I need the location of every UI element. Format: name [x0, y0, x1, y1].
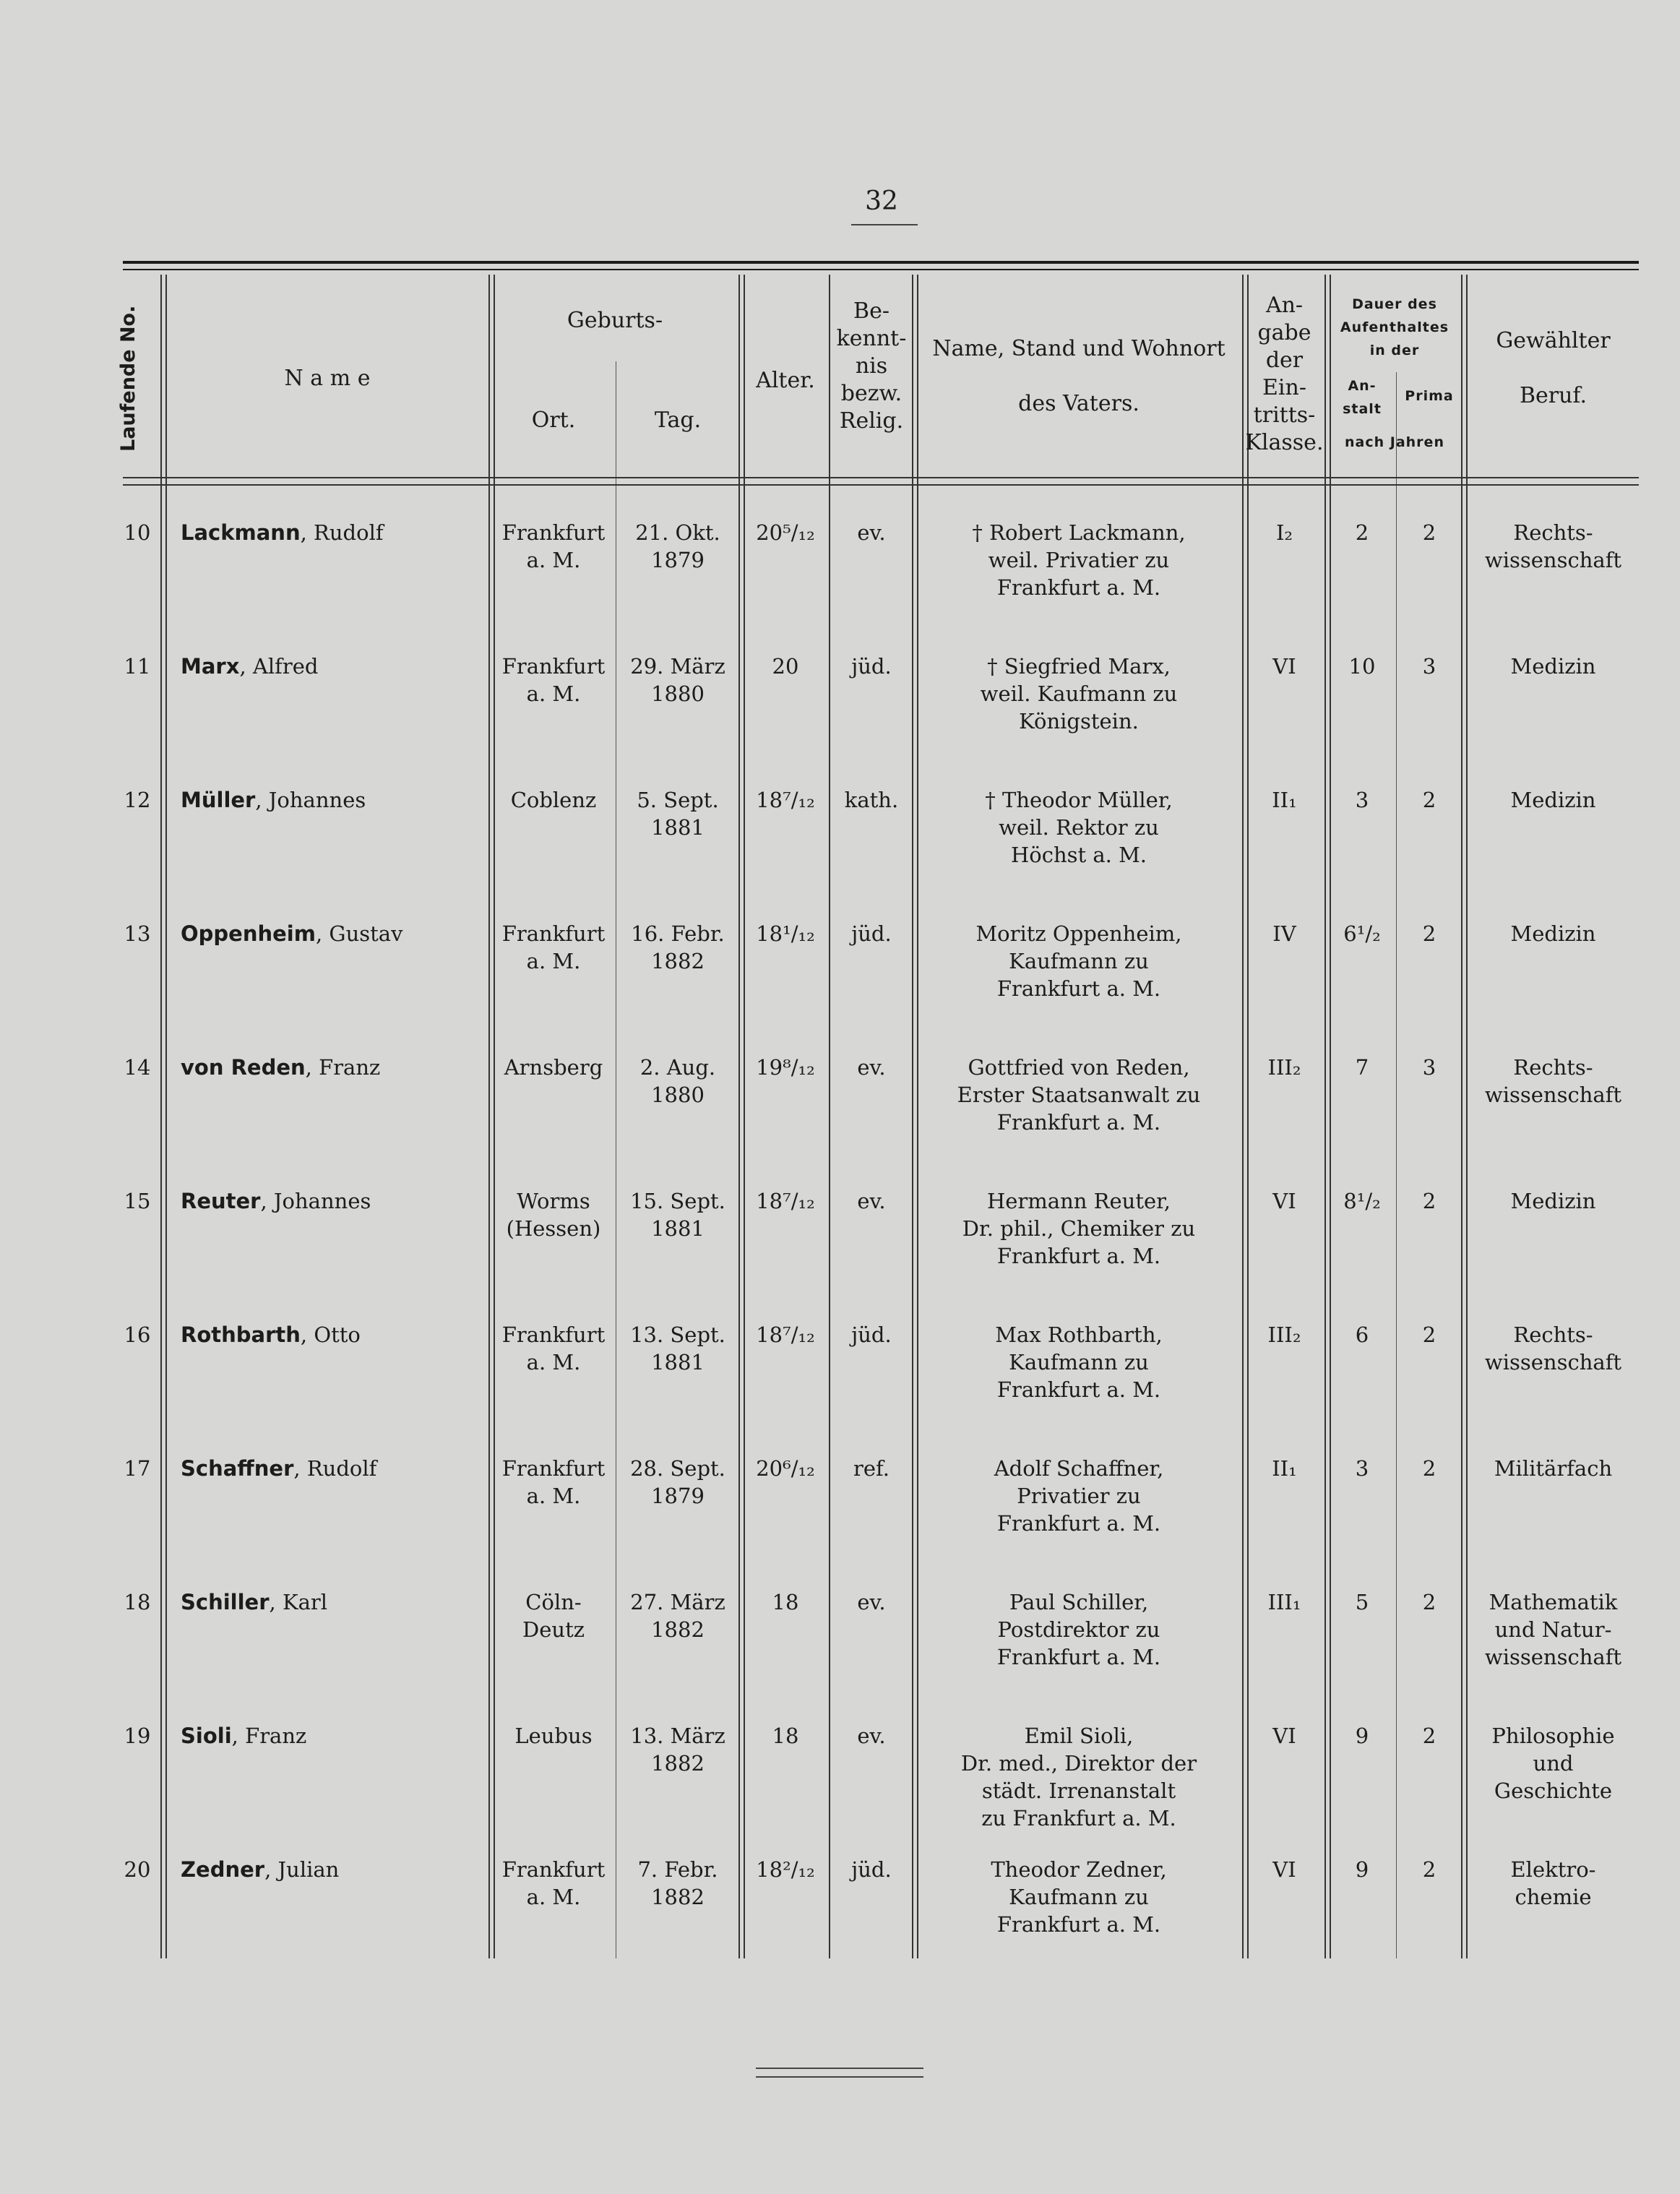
- cell-religion: ev.: [857, 1055, 886, 1080]
- cell-vater: Gottfried von Reden, Erster Staatsanwalt zu Frankfurt a. M.: [957, 1055, 1201, 1135]
- table-row: [0, 1588, 1680, 1718]
- cell-dauer-anstalt: 7: [1355, 1055, 1369, 1080]
- cell-name: [181, 1187, 484, 1215]
- cell-religion: ref.: [853, 1456, 889, 1481]
- surname: Schiller: [181, 1590, 270, 1614]
- table-row: [0, 1054, 1680, 1184]
- closing-rule-thin: [756, 2076, 923, 2078]
- cell-laufende-no: 16: [124, 1322, 151, 1347]
- cell-eintrittsklasse: VI: [1272, 1189, 1296, 1213]
- surname: von Reden: [181, 1055, 306, 1080]
- cell-geburtsort: Worms (Hessen): [506, 1189, 601, 1241]
- cell-geburtsort: Arnsberg: [504, 1055, 603, 1080]
- surname: Marx: [181, 654, 240, 679]
- cell-dauer-prima: 2: [1422, 788, 1436, 812]
- page-number: 32: [865, 186, 898, 216]
- cell-geburtsort: Frankfurt a. M.: [501, 1322, 606, 1375]
- given-name: , Johannes: [255, 788, 366, 812]
- cell-beruf: Elektro- chemie: [1510, 1857, 1596, 1909]
- cell-name: [181, 1455, 484, 1482]
- cell-beruf: Militärfach: [1494, 1456, 1613, 1481]
- cell-vater: Hermann Reuter, Dr. phil., Chemiker zu Frankfurt a. M.: [962, 1189, 1196, 1268]
- cell-geburtsort: Frankfurt a. M.: [501, 921, 606, 973]
- cell-eintrittsklasse: VI: [1272, 1724, 1296, 1748]
- header-vater: Name, Stand und Wohnort des Vaters.: [932, 336, 1225, 416]
- table-top-rule-thin: [123, 269, 1639, 270]
- cell-dauer-anstalt: 3: [1355, 788, 1369, 812]
- cell-laufende-no: 14: [124, 1055, 151, 1080]
- cell-alter: 18⁷/₁₂: [756, 1322, 815, 1347]
- cell-dauer-anstalt: 6: [1355, 1322, 1369, 1347]
- cell-eintrittsklasse: VI: [1272, 1857, 1296, 1882]
- cell-alter: 18²/₁₂: [756, 1857, 815, 1882]
- header-geburts: Geburts-: [567, 308, 663, 333]
- cell-vater: Theodor Zedner, Kaufmann zu Frankfurt a. M.: [991, 1857, 1167, 1937]
- cell-name: [181, 1856, 484, 1883]
- table-row: [0, 1455, 1680, 1585]
- cell-dauer-anstalt: 6¹/₂: [1343, 921, 1381, 946]
- cell-vater: † Siegfried Marx, weil. Kaufmann zu Königstein.: [980, 654, 1178, 734]
- cell-alter: 18: [772, 1724, 799, 1748]
- cell-laufende-no: 17: [124, 1456, 151, 1481]
- given-name: , Rudolf: [293, 1456, 377, 1481]
- cell-beruf: Medizin: [1510, 788, 1596, 812]
- cell-vater: † Robert Lackmann, weil. Privatier zu Frankfurt a. M.: [972, 520, 1186, 600]
- cell-geburtstag: 13. März 1882: [630, 1724, 725, 1776]
- cell-dauer-anstalt: 2: [1355, 520, 1369, 545]
- surname: Müller: [181, 788, 256, 812]
- cell-religion: ev.: [857, 1724, 886, 1748]
- header-ort: Ort.: [531, 408, 576, 433]
- cell-dauer-prima: 2: [1422, 1590, 1436, 1614]
- cell-dauer-prima: 3: [1422, 654, 1436, 679]
- cell-religion: jüd.: [851, 1857, 892, 1882]
- cell-geburtsort: Frankfurt a. M.: [501, 1857, 606, 1909]
- cell-name: [181, 1722, 484, 1750]
- cell-geburtsort: Frankfurt a. M.: [501, 520, 606, 572]
- surname: Oppenheim: [181, 921, 316, 946]
- cell-name: [181, 519, 484, 546]
- cell-name: [181, 786, 484, 814]
- table-row: [0, 1321, 1680, 1451]
- cell-vater: Max Rothbarth, Kaufmann zu Frankfurt a. M.: [995, 1322, 1163, 1402]
- cell-vater: Adolf Schaffner, Privatier zu Frankfurt a. M.: [994, 1456, 1164, 1536]
- cell-dauer-anstalt: 10: [1348, 654, 1376, 679]
- header-bekenntnis: Be- kennt- nis bezw. Relig.: [836, 298, 907, 434]
- table-row: [0, 1187, 1680, 1317]
- cell-name: [181, 653, 484, 680]
- cell-beruf: Medizin: [1510, 921, 1596, 946]
- cell-religion: jüd.: [851, 654, 892, 679]
- cell-geburtstag: 21. Okt. 1879: [635, 520, 720, 572]
- surname: Zedner: [181, 1857, 265, 1882]
- cell-dauer-prima: 2: [1422, 1857, 1436, 1882]
- cell-laufende-no: 12: [124, 788, 151, 812]
- cell-laufende-no: 11: [124, 654, 151, 679]
- cell-dauer-prima: 2: [1422, 1724, 1436, 1748]
- cell-beruf: Rechts- wissenschaft: [1484, 1055, 1622, 1107]
- cell-geburtstag: 13. Sept. 1881: [630, 1322, 725, 1375]
- cell-dauer-prima: 2: [1422, 1322, 1436, 1347]
- cell-eintrittsklasse: IV: [1272, 921, 1296, 946]
- cell-name: [181, 920, 484, 947]
- cell-laufende-no: 15: [124, 1189, 151, 1213]
- cell-beruf: Rechts- wissenschaft: [1484, 520, 1622, 572]
- given-name: , Gustav: [315, 921, 403, 946]
- cell-geburtstag: 2. Aug. 1880: [639, 1055, 716, 1107]
- cell-religion: jüd.: [851, 1322, 892, 1347]
- header-nach-jahren: nach Jahren: [1345, 434, 1444, 450]
- header-dauer: Dauer des Aufenthaltes in der: [1340, 296, 1449, 358]
- table-row: [0, 1722, 1680, 1852]
- cell-geburtsort: Frankfurt a. M.: [501, 1456, 606, 1508]
- cell-eintrittsklasse: VI: [1272, 654, 1296, 679]
- cell-beruf: Rechts- wissenschaft: [1484, 1322, 1622, 1375]
- cell-vater: Emil Sioli, Dr. med., Direktor der städt. Irrenanstalt zu Frankfurt a. M.: [960, 1724, 1197, 1831]
- page-number-underline: [851, 224, 918, 225]
- closing-rule: [756, 2068, 923, 2069]
- table-row: [0, 920, 1680, 1050]
- cell-name: [181, 1588, 484, 1616]
- cell-eintrittsklasse: III₁: [1267, 1590, 1301, 1614]
- surname: Rothbarth: [181, 1322, 301, 1347]
- cell-geburtstag: 7. Febr. 1882: [637, 1857, 718, 1909]
- cell-religion: ev.: [857, 1189, 886, 1213]
- cell-beruf: Philosophie und Geschichte: [1491, 1724, 1615, 1803]
- given-name: , Rudolf: [300, 520, 384, 545]
- cell-geburtsort: Frankfurt a. M.: [501, 654, 606, 706]
- cell-name: [181, 1054, 484, 1081]
- cell-geburtstag: 29. März 1880: [630, 654, 725, 706]
- surname: Reuter: [181, 1189, 261, 1213]
- cell-dauer-prima: 2: [1422, 520, 1436, 545]
- cell-dauer-prima: 3: [1422, 1055, 1436, 1080]
- given-name: , Otto: [300, 1322, 361, 1347]
- cell-eintrittsklasse: III₂: [1267, 1322, 1301, 1347]
- header-bottom-rule-thin: [123, 484, 1639, 486]
- cell-vater: † Theodor Müller, weil. Rektor zu Höchst a. M.: [985, 788, 1173, 867]
- cell-dauer-prima: 2: [1422, 921, 1436, 946]
- cell-dauer-anstalt: 3: [1355, 1456, 1369, 1481]
- header-tag: Tag.: [654, 408, 702, 433]
- cell-vater: Paul Schiller, Postdirektor zu Frankfurt a. M.: [996, 1590, 1161, 1669]
- cell-religion: ev.: [857, 1590, 886, 1614]
- table-top-rule: [123, 261, 1639, 264]
- cell-beruf: Medizin: [1510, 654, 1596, 679]
- cell-dauer-anstalt: 9: [1355, 1724, 1369, 1748]
- header-laufende-no: Laufende No.: [117, 305, 139, 452]
- cell-geburtstag: 15. Sept. 1881: [630, 1189, 725, 1241]
- given-name: , Julian: [264, 1857, 340, 1882]
- given-name: , Johannes: [260, 1189, 371, 1213]
- cell-dauer-anstalt: 8¹/₂: [1343, 1189, 1381, 1213]
- cell-eintrittsklasse: II₁: [1272, 788, 1297, 812]
- cell-geburtsort: Coblenz: [510, 788, 597, 812]
- cell-alter: 20⁶/₁₂: [756, 1456, 815, 1481]
- cell-dauer-prima: 2: [1422, 1189, 1436, 1213]
- cell-eintrittsklasse: III₂: [1267, 1055, 1301, 1080]
- given-name: , Alfred: [239, 654, 319, 679]
- cell-geburtstag: 27. März 1882: [630, 1590, 725, 1642]
- cell-geburtstag: 28. Sept. 1879: [630, 1456, 725, 1508]
- cell-beruf: Mathematik und Natur- wissenschaft: [1484, 1590, 1622, 1669]
- cell-alter: 20⁵/₁₂: [756, 520, 815, 545]
- cell-dauer-anstalt: 5: [1355, 1590, 1369, 1614]
- surname: Schaffner: [181, 1456, 294, 1481]
- header-name: N a m e: [284, 366, 371, 391]
- cell-dauer-anstalt: 9: [1355, 1857, 1369, 1882]
- surname: Lackmann: [181, 520, 301, 545]
- given-name: , Franz: [305, 1055, 381, 1080]
- given-name: , Karl: [269, 1590, 328, 1614]
- cell-laufende-no: 13: [124, 921, 151, 946]
- cell-beruf: Medizin: [1510, 1189, 1596, 1213]
- cell-laufende-no: 20: [124, 1857, 151, 1882]
- cell-laufende-no: 18: [124, 1590, 151, 1614]
- cell-alter: 18¹/₁₂: [756, 921, 815, 946]
- header-beruf: Gewählter Beruf.: [1496, 328, 1611, 408]
- cell-geburtstag: 16. Febr. 1882: [631, 921, 725, 973]
- cell-eintrittsklasse: II₁: [1272, 1456, 1297, 1481]
- table-row: [0, 1856, 1680, 1986]
- surname: Sioli: [181, 1724, 232, 1748]
- header-prima: Prima: [1405, 388, 1454, 404]
- cell-religion: ev.: [857, 520, 886, 545]
- header-bottom-rule: [123, 477, 1639, 478]
- cell-geburtstag: 5. Sept. 1881: [637, 788, 719, 840]
- cell-religion: kath.: [844, 788, 899, 812]
- header-alter: Alter.: [756, 368, 815, 393]
- cell-laufende-no: 10: [124, 520, 151, 545]
- cell-religion: jüd.: [851, 921, 892, 946]
- header-anstalt: An- stalt: [1343, 378, 1382, 417]
- cell-vater: Moritz Oppenheim, Kaufmann zu Frankfurt a. M.: [975, 921, 1182, 1001]
- cell-alter: 18: [772, 1590, 799, 1614]
- table-row: [0, 519, 1680, 649]
- given-name: , Franz: [231, 1724, 307, 1748]
- cell-laufende-no: 19: [124, 1724, 151, 1748]
- cell-alter: 20: [772, 654, 799, 679]
- table-row: [0, 653, 1680, 783]
- cell-geburtsort: Leubus: [514, 1724, 593, 1748]
- cell-dauer-prima: 2: [1422, 1456, 1436, 1481]
- cell-name: [181, 1321, 484, 1348]
- cell-alter: 18⁷/₁₂: [756, 1189, 815, 1213]
- cell-geburtsort: Cöln- Deutz: [522, 1590, 585, 1642]
- table-row: [0, 786, 1680, 916]
- cell-eintrittsklasse: I₂: [1275, 520, 1293, 545]
- header-eintrittsklasse: An- gabe der Ein- tritts- Klasse.: [1245, 293, 1324, 455]
- cell-alter: 19⁸/₁₂: [756, 1055, 815, 1080]
- cell-alter: 18⁷/₁₂: [756, 788, 815, 812]
